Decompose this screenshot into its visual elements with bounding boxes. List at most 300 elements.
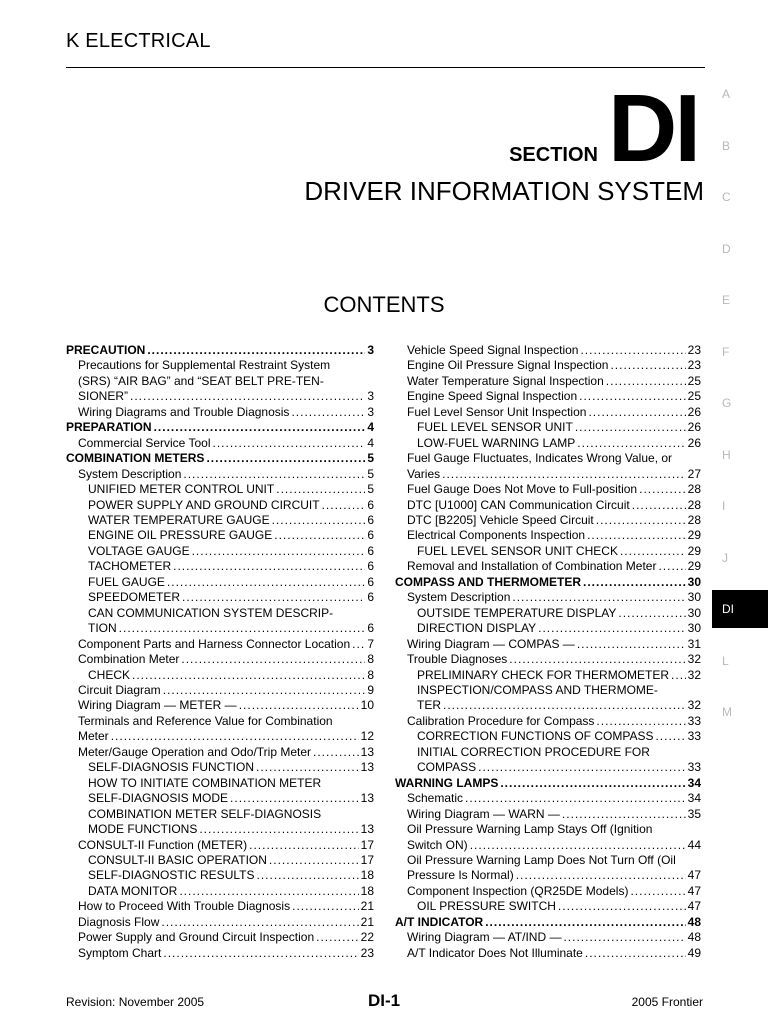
toc-entry[interactable]	[395, 374, 701, 389]
toc-entry-title: UNIFIED METER CONTROL UNIT	[88, 482, 275, 497]
toc-entry-page: 17	[360, 852, 374, 867]
toc-entry-title: WARNING LAMPS	[395, 775, 499, 790]
toc-entry-page: 32	[687, 698, 701, 713]
dot-leader	[206, 451, 365, 466]
toc-entry-page: 34	[687, 791, 701, 806]
toc-entry-title: System Description	[407, 590, 511, 605]
toc-entry-page: 48	[687, 914, 701, 929]
dot-leader	[269, 853, 359, 868]
toc-entry[interactable]	[66, 853, 374, 868]
toc-entry-title: Fuel Level Sensor Unit Inspection	[407, 404, 587, 419]
dot-leader	[596, 513, 686, 528]
toc-entry-page: 5	[367, 451, 374, 466]
dot-leader	[272, 513, 366, 528]
toc-entry-title: Removal and Installation of Combination Meter	[407, 559, 657, 574]
toc-entry-page: 27	[687, 466, 701, 481]
dot-leader	[443, 698, 686, 713]
toc-entry[interactable]	[395, 899, 701, 914]
toc-entry-title: Component Inspection (QR25DE Models)	[407, 883, 629, 898]
toc-entry-page: 4	[367, 435, 374, 450]
toc-entry-title: CHECK	[88, 667, 131, 682]
toc-entry[interactable]	[395, 668, 701, 683]
toc-entry-page: 28	[687, 482, 701, 497]
dot-leader	[512, 590, 685, 605]
toc-entry[interactable]	[66, 714, 374, 729]
toc-entry[interactable]	[66, 807, 374, 822]
dot-leader	[478, 760, 686, 775]
toc-entry-title: OIL PRESSURE SWITCH	[417, 899, 556, 914]
toc-entry[interactable]	[395, 915, 701, 930]
dot-leader	[154, 420, 366, 435]
toc-entry[interactable]	[395, 405, 701, 420]
toc-entry[interactable]	[395, 822, 701, 837]
toc-entry-title: TACHOMETER	[88, 559, 172, 574]
toc-entry[interactable]	[395, 683, 701, 698]
toc-entry[interactable]	[395, 621, 701, 636]
dot-leader	[639, 482, 686, 497]
toc-entry[interactable]	[395, 930, 701, 945]
toc-entry-page: 29	[687, 543, 701, 558]
toc-entry-title: CONSULT-II BASIC OPERATION	[88, 852, 267, 867]
section-heading	[509, 75, 698, 182]
section-label: SECTION	[509, 144, 598, 166]
section-tab-b[interactable]: B	[722, 138, 731, 153]
toc-entry-page: 6	[367, 543, 374, 558]
toc-entry-page: 47	[687, 868, 701, 883]
toc-entry-title: VOLTAGE GAUGE	[88, 543, 190, 558]
toc-entry-title: SELF-DIAGNOSIS FUNCTION	[88, 760, 255, 775]
toc-entry-title: MODE FUNCTIONS	[88, 822, 198, 837]
toc-entry-page: 18	[360, 868, 374, 883]
toc-entry-title: Meter	[78, 729, 109, 744]
section-tab-j[interactable]: J	[722, 550, 728, 565]
section-code: DI	[608, 75, 698, 182]
toc-entry-page: 6	[367, 590, 374, 605]
toc-entry[interactable]	[66, 637, 374, 652]
toc-entry-page: 21	[360, 899, 374, 914]
toc-entry[interactable]	[66, 915, 374, 930]
dot-leader	[606, 374, 686, 389]
toc-entry-title: COMBINATION METER SELF-DIAGNOSIS	[88, 806, 322, 821]
toc-entry-title: Precautions for Supplemental Restraint System	[78, 358, 331, 373]
dot-leader	[442, 467, 686, 482]
toc-entry[interactable]	[66, 791, 374, 806]
toc-entry-page: 23	[360, 945, 374, 960]
toc-entry-title: Water Temperature Signal Inspection	[407, 373, 604, 388]
toc-entry[interactable]	[395, 420, 701, 435]
toc-entry-page: 26	[687, 420, 701, 435]
toc-entry[interactable]	[395, 776, 701, 791]
toc-entry-page: 26	[687, 404, 701, 419]
toc-entry[interactable]	[66, 621, 374, 636]
toc-right-column	[395, 343, 701, 961]
toc-entry-title: CONSULT-II Function (METER)	[78, 837, 248, 852]
toc-entry[interactable]	[66, 389, 374, 404]
toc-entry-title: Wiring Diagram — METER —	[78, 698, 237, 713]
header-rule	[66, 67, 705, 68]
toc-entry-title: Component Parts and Harness Connector Location	[78, 636, 351, 651]
toc-entry[interactable]	[395, 343, 701, 358]
section-tab-e[interactable]: E	[722, 293, 731, 307]
toc-entry[interactable]	[66, 838, 374, 853]
toc-entry-title: PRECAUTION	[66, 343, 146, 357]
toc-entry-page: 9	[367, 682, 374, 697]
section-tab-m[interactable]: M	[722, 705, 732, 719]
section-tab-a[interactable]: A	[722, 87, 731, 101]
footer-model: 2005 Frontier	[631, 995, 703, 1009]
toc-entry[interactable]	[66, 420, 374, 435]
toc-entry-page: 30	[687, 590, 701, 605]
dot-leader	[632, 498, 686, 513]
toc-entry-page: 31	[687, 636, 701, 651]
toc-entry[interactable]	[66, 343, 374, 358]
toc-entry[interactable]	[395, 606, 701, 621]
toc-entry[interactable]	[395, 760, 701, 775]
toc-entry-title: Circuit Diagram	[78, 682, 161, 697]
toc-entry-title: COMBINATION METERS	[66, 451, 205, 466]
toc-entry-title: FUEL LEVEL SENSOR UNIT CHECK	[417, 543, 618, 558]
toc-entry-title: Oil Pressure Warning Lamp Does Not Turn Off (Oil	[407, 852, 676, 867]
toc-entry-title: Engine Speed Signal Inspection	[407, 389, 578, 404]
toc-entry-title: INITIAL CORRECTION PROCEDURE FOR	[417, 744, 650, 759]
dot-leader	[173, 559, 365, 574]
toc-entry[interactable]	[395, 791, 701, 806]
dot-leader	[316, 930, 359, 945]
toc-entry-title: TION	[88, 621, 117, 636]
toc-entry[interactable]	[395, 698, 701, 713]
toc-entry-title: Vehicle Speed Signal Inspection	[407, 343, 579, 357]
footer-revision: Revision: November 2005	[66, 995, 205, 1009]
toc-entry-page: 4	[367, 420, 374, 435]
contents-heading: CONTENTS	[323, 292, 445, 317]
toc-entry[interactable]	[66, 776, 374, 791]
dot-leader	[610, 358, 685, 373]
toc-entry-title: Power Supply and Ground Circuit Inspection	[78, 930, 315, 945]
dot-leader	[562, 807, 686, 822]
toc-entry-page: 49	[687, 945, 701, 960]
dot-leader	[179, 884, 358, 899]
section-tab-di[interactable]: DI	[712, 590, 768, 628]
toc-entry[interactable]	[66, 575, 374, 590]
toc-entry-title: Commercial Service Tool	[78, 435, 211, 450]
toc-entry-page: 3	[367, 343, 374, 357]
toc-entry-title: Switch ON)	[407, 837, 468, 852]
toc-entry[interactable]	[395, 652, 701, 667]
toc-entry[interactable]	[66, 544, 374, 559]
toc-entry[interactable]	[395, 389, 701, 404]
toc-entry-title: LOW-FUEL WARNING LAMP	[417, 435, 576, 450]
toc-entry-title: Engine Oil Pressure Signal Inspection	[407, 358, 609, 373]
toc-entry[interactable]	[66, 451, 374, 466]
toc-entry-page: 6	[367, 512, 374, 527]
toc-entry-page: 13	[360, 791, 374, 806]
dot-leader	[161, 915, 358, 930]
dot-leader	[292, 899, 359, 914]
toc-entry-title: TER	[417, 698, 441, 713]
toc-entry[interactable]	[66, 482, 374, 497]
dot-leader	[630, 884, 685, 899]
dot-leader	[322, 498, 366, 513]
dot-leader	[256, 868, 358, 883]
dot-leader	[577, 436, 685, 451]
toc-entry-title: Terminals and Reference Value for Combination	[78, 713, 333, 728]
toc-entry[interactable]	[66, 930, 374, 945]
section-tab-h[interactable]: H	[722, 447, 731, 462]
toc-entry[interactable]	[66, 528, 374, 543]
toc-entry-title: POWER SUPPLY AND GROUND CIRCUIT	[88, 497, 320, 512]
toc-entry[interactable]	[66, 822, 374, 837]
toc-entry-page: 30	[687, 605, 701, 620]
toc-entry[interactable]	[395, 513, 701, 528]
toc-entry-page: 6	[367, 497, 374, 512]
toc-entry[interactable]	[66, 884, 374, 899]
toc-entry-title: HOW TO INITIATE COMBINATION METER	[88, 775, 322, 790]
toc-entry[interactable]	[395, 544, 701, 559]
section-title: DRIVER INFORMATION SYSTEM	[304, 176, 704, 206]
toc-entry-title: A/T Indicator Does Not Illuminate	[407, 945, 583, 960]
dot-leader	[291, 405, 365, 420]
toc-entry[interactable]	[395, 745, 701, 760]
toc-entry-title: Fuel Gauge Fluctuates, Indicates Wrong Value, or	[407, 451, 673, 466]
toc-entry-page: 29	[687, 559, 701, 574]
toc-entry-title: How to Proceed With Trouble Diagnosis	[78, 899, 291, 914]
toc-entry[interactable]	[66, 745, 374, 760]
dot-leader	[596, 714, 685, 729]
toc-entry-page: 23	[687, 358, 701, 373]
toc-entry-title: Fuel Gauge Does Not Move to Full-position	[407, 482, 638, 497]
toc-entry-title: COMPASS AND THERMOMETER	[395, 574, 581, 589]
dot-leader	[276, 482, 365, 497]
toc-entry[interactable]	[66, 467, 374, 482]
dot-leader	[213, 436, 366, 451]
toc-entry[interactable]	[395, 451, 701, 466]
toc-entry-page: 5	[367, 466, 374, 481]
dot-leader	[274, 528, 365, 543]
dot-leader	[163, 683, 366, 698]
dot-leader	[230, 791, 359, 806]
toc-entry-page: 8	[367, 667, 374, 682]
toc-entry-page: 47	[687, 883, 701, 898]
toc-entry[interactable]	[395, 868, 701, 883]
dot-leader	[579, 389, 686, 404]
toc-entry-title: ENGINE OIL PRESSURE GAUGE	[88, 528, 273, 543]
section-tab-i[interactable]: I	[722, 499, 726, 513]
dot-leader	[588, 405, 685, 420]
toc-entry[interactable]	[66, 559, 374, 574]
toc-entry-title: CAN COMMUNICATION SYSTEM DESCRIP-	[88, 605, 334, 620]
section-tab-g[interactable]: G	[722, 396, 732, 410]
toc-entry-title: (SRS) “AIR BAG” and “SEAT BELT PRE-TEN-	[78, 373, 324, 388]
dot-leader	[111, 729, 359, 744]
toc-entry[interactable]	[66, 946, 374, 961]
toc-entry[interactable]	[395, 807, 701, 822]
toc-entry-title: INSPECTION/COMPASS AND THERMOME-	[417, 682, 658, 697]
toc-entry-page: 13	[360, 744, 374, 759]
toc-entry[interactable]	[66, 358, 374, 373]
toc-entry-page: 44	[687, 837, 701, 852]
toc-entry-title: Combination Meter	[78, 652, 180, 667]
toc-entry[interactable]	[395, 884, 701, 899]
dot-leader	[618, 606, 685, 621]
toc-entry-title: System Description	[78, 466, 182, 481]
toc-entry-title: Symptom Chart	[78, 945, 162, 960]
toc-entry-title: Diagnosis Flow	[78, 914, 160, 929]
dot-leader	[620, 544, 686, 559]
toc-entry-page: 12	[360, 729, 374, 744]
dot-leader	[239, 698, 359, 713]
dot-leader	[500, 776, 685, 791]
toc-entry-title: Electrical Components Inspection	[407, 528, 586, 543]
toc-entry-page: 8	[367, 652, 374, 667]
toc-entry[interactable]	[66, 698, 374, 713]
toc-entry[interactable]	[395, 482, 701, 497]
toc-entry-title: PRELIMINARY CHECK FOR THERMOMETER	[417, 667, 670, 682]
toc-entry[interactable]	[66, 760, 374, 775]
section-tab-d[interactable]: D	[722, 241, 731, 256]
dot-leader	[147, 343, 365, 358]
toc-entry[interactable]	[395, 575, 701, 590]
toc-entry[interactable]	[66, 590, 374, 605]
toc-entry[interactable]	[395, 637, 701, 652]
toc-entry[interactable]	[66, 683, 374, 698]
toc-entry[interactable]	[395, 590, 701, 605]
toc-entry-title: A/T INDICATOR	[395, 914, 484, 929]
dot-leader	[181, 652, 365, 667]
dot-leader	[671, 668, 686, 683]
dot-leader	[465, 791, 686, 806]
toc-entry-title: DTC [U1000] CAN Communication Circuit	[407, 497, 630, 512]
dot-leader	[558, 899, 686, 914]
toc-left-column	[66, 343, 374, 961]
toc-entry-page: 17	[360, 837, 374, 852]
dot-leader	[163, 946, 358, 961]
toc-entry-page: 10	[360, 698, 374, 713]
dot-leader	[585, 946, 686, 961]
toc-entry[interactable]	[395, 436, 701, 451]
toc-entry[interactable]	[66, 899, 374, 914]
toc-entry-page: 28	[687, 512, 701, 527]
toc-entry-page: 6	[367, 559, 374, 574]
dot-leader	[183, 467, 365, 482]
toc-entry[interactable]	[395, 838, 701, 853]
toc-entry-page: 48	[687, 930, 701, 945]
toc-entry[interactable]	[395, 559, 701, 574]
dot-leader	[580, 343, 685, 358]
toc-entry-page: 47	[687, 899, 701, 914]
toc-entry[interactable]	[395, 853, 701, 868]
toc-entry-page: 21	[360, 914, 374, 929]
toc-entry[interactable]	[66, 513, 374, 528]
section-tab-c[interactable]: C	[722, 190, 731, 204]
toc-entry-title: WATER TEMPERATURE GAUGE	[88, 512, 270, 527]
toc-entry-title: CORRECTION FUNCTIONS OF COMPASS	[417, 729, 654, 744]
dot-leader	[249, 838, 359, 853]
toc-entry[interactable]	[66, 498, 374, 513]
toc-entry[interactable]	[66, 668, 374, 683]
toc-entry-title: SIONER”	[78, 389, 129, 404]
toc-entry[interactable]	[395, 528, 701, 543]
toc-entry-title: Schematic	[407, 791, 464, 806]
toc-entry[interactable]	[395, 467, 701, 482]
toc-entry-page: 6	[367, 528, 374, 543]
toc-entry-page: 5	[367, 482, 374, 497]
toc-entry-page: 6	[367, 574, 374, 589]
dot-leader	[199, 822, 358, 837]
toc-entry[interactable]	[66, 405, 374, 420]
dot-leader	[563, 930, 685, 945]
toc-entry-title: FUEL GAUGE	[88, 574, 165, 589]
toc-entry-title: Pressure Is Normal)	[407, 868, 514, 883]
toc-entry-title: DATA MONITOR	[88, 883, 178, 898]
toc-entry-page: 25	[687, 389, 701, 404]
toc-entry-title: Wiring Diagrams and Trouble Diagnosis	[78, 404, 290, 419]
toc-entry-page: 30	[687, 574, 701, 589]
toc-entry-page: 35	[687, 806, 701, 821]
toc-entry[interactable]	[395, 729, 701, 744]
toc-entry-page: 13	[360, 822, 374, 837]
toc-entry-title: DIRECTION DISPLAY	[417, 621, 537, 636]
toc-entry-page: 34	[687, 775, 701, 790]
dot-leader	[575, 420, 686, 435]
dot-leader	[132, 668, 365, 683]
dot-leader	[192, 544, 366, 559]
section-tab-f[interactable]: F	[722, 344, 730, 359]
toc-entry[interactable]	[66, 436, 374, 451]
toc-entry-title: SPEEDOMETER	[88, 590, 181, 605]
dot-leader	[167, 575, 365, 590]
toc-entry-title: Trouble Diagnoses	[407, 652, 508, 667]
toc-entry[interactable]	[395, 714, 701, 729]
toc-entry-page: 7	[367, 636, 374, 651]
footer-page-id: DI-1	[367, 991, 401, 1010]
dot-leader	[538, 621, 686, 636]
dot-leader	[313, 745, 359, 760]
toc-entry-title: Calibration Procedure for Compass	[407, 713, 595, 728]
toc-entry-page: 3	[367, 404, 374, 419]
toc-entry-title: Varies	[407, 466, 441, 481]
toc-entry-title: Oil Pressure Warning Lamp Stays Off (Ignition	[407, 822, 653, 837]
toc-entry-title: Wiring Diagram — WARN —	[407, 806, 560, 821]
dot-leader	[509, 652, 685, 667]
dot-leader	[516, 868, 686, 883]
dot-leader	[485, 915, 685, 930]
toc-entry-title: Wiring Diagram — COMPAS —	[407, 636, 575, 651]
toc-entry[interactable]	[66, 652, 374, 667]
toc-entry-title: Meter/Gauge Operation and Odo/Trip Meter	[78, 744, 312, 759]
dot-leader	[658, 559, 685, 574]
toc-entry-page: 3	[367, 389, 374, 404]
toc-entry[interactable]	[66, 374, 374, 389]
toc-entry-page: 26	[687, 435, 701, 450]
toc-entry[interactable]	[66, 606, 374, 621]
toc-entry[interactable]	[66, 868, 374, 883]
toc-entry-page: 29	[687, 528, 701, 543]
section-tab-l[interactable]: L	[722, 653, 729, 668]
toc-entry[interactable]	[395, 358, 701, 373]
toc-entry-title: FUEL LEVEL SENSOR UNIT	[417, 420, 573, 435]
toc-entry[interactable]	[395, 946, 701, 961]
toc-entry[interactable]	[66, 729, 374, 744]
toc-entry-title: OUTSIDE TEMPERATURE DISPLAY	[417, 605, 617, 620]
toc-entry-page: 33	[687, 729, 701, 744]
toc-entry-page: 23	[687, 343, 701, 357]
dot-leader	[655, 729, 685, 744]
dot-leader	[119, 621, 366, 636]
toc-entry[interactable]	[395, 498, 701, 513]
toc-entry-page: 33	[687, 713, 701, 728]
toc-entry-page: 25	[687, 373, 701, 388]
toc-entry-title: SELF-DIAGNOSTIC RESULTS	[88, 868, 255, 883]
